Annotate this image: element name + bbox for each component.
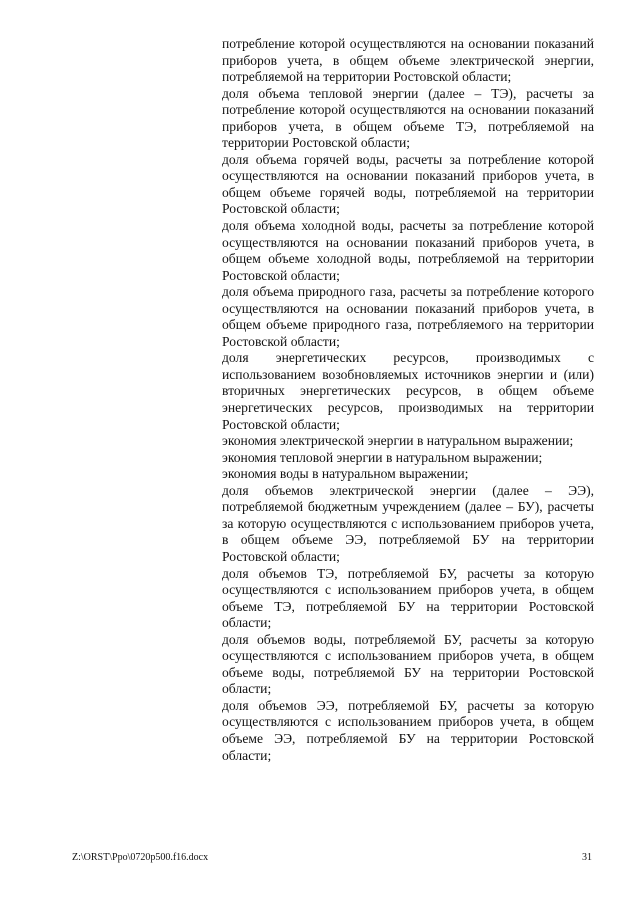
paragraph: доля объема горячей воды, расчеты за потребление которой осуществляются на основании показаний приборов учета, в общем объеме горячей воды, потребляемой на территории Ростовской области; (222, 151, 594, 217)
paragraph: доля объема природного газа, расчеты за потребление которого осуществляются на основании показаний приборов учета, в общем объеме природного газа, потребляемого на территории Ростовской области; (222, 284, 594, 349)
paragraph: доля объемов воды, потребляемой БУ, расчеты за которую осуществляются с использованием приборов учета, в общем объеме воды, потребляемой БУ на территории Ростовской области; (222, 631, 594, 697)
paragraph: экономия тепловой энергии в натуральном выражении; (222, 449, 543, 465)
footer-file-path: Z:\ORST\Ppo\0720p500.f16.docx (72, 852, 209, 863)
paragraph: экономия воды в натуральном выражении; (222, 466, 469, 482)
paragraph: экономия электрической энергии в натуральном выражении; (222, 433, 574, 449)
paragraph: доля объемов ТЭ, потребляемой БУ, расчеты за которую осуществляются с использованием приборов учета, в общем объеме ТЭ, потребляемой БУ на территории Ростовской области; (222, 565, 594, 631)
paragraph: потребление которой осуществляются на основании показаний приборов учета, в общем объеме электрической энергии, потребляемой на территории Ростовской области; (222, 36, 594, 85)
paragraph: доля объема холодной воды, расчеты за потребление которой осуществляются на основании показаний приборов учета, в общем объеме холодной воды, потребляемой на территории Ростовской области; (222, 218, 594, 283)
footer-page-number: 31 (582, 852, 592, 863)
paragraph: доля объема тепловой энергии (далее – ТЭ), расчеты за потребление которой осуществляются на основании показаний приборов учета, в общем объеме ТЭ, потребляемой на территории Ростовской области; (222, 85, 594, 151)
body-text (222, 36, 594, 764)
paragraph: доля объемов ЭЭ, потребляемой БУ, расчеты за которую осуществляются с использованием приборов учета, в общем объеме ЭЭ, потребляемой БУ на территории Ростовской области; (222, 697, 594, 763)
paragraph: доля энергетических ресурсов, производимых с использованием возобновляемых источников энергии и (или) вторичных энергетических ресурсов, в общем объеме энергетических ресурсов, производимых на территории Ростовской области; (222, 350, 594, 432)
paragraph: доля объемов электрической энергии (далее – ЭЭ), потребляемой бюджетным учреждением (далее – БУ), расчеты за которую осуществляются с использованием приборов учета, в общем объеме ЭЭ, потребляемой БУ на территории Ростовской области; (222, 482, 594, 564)
